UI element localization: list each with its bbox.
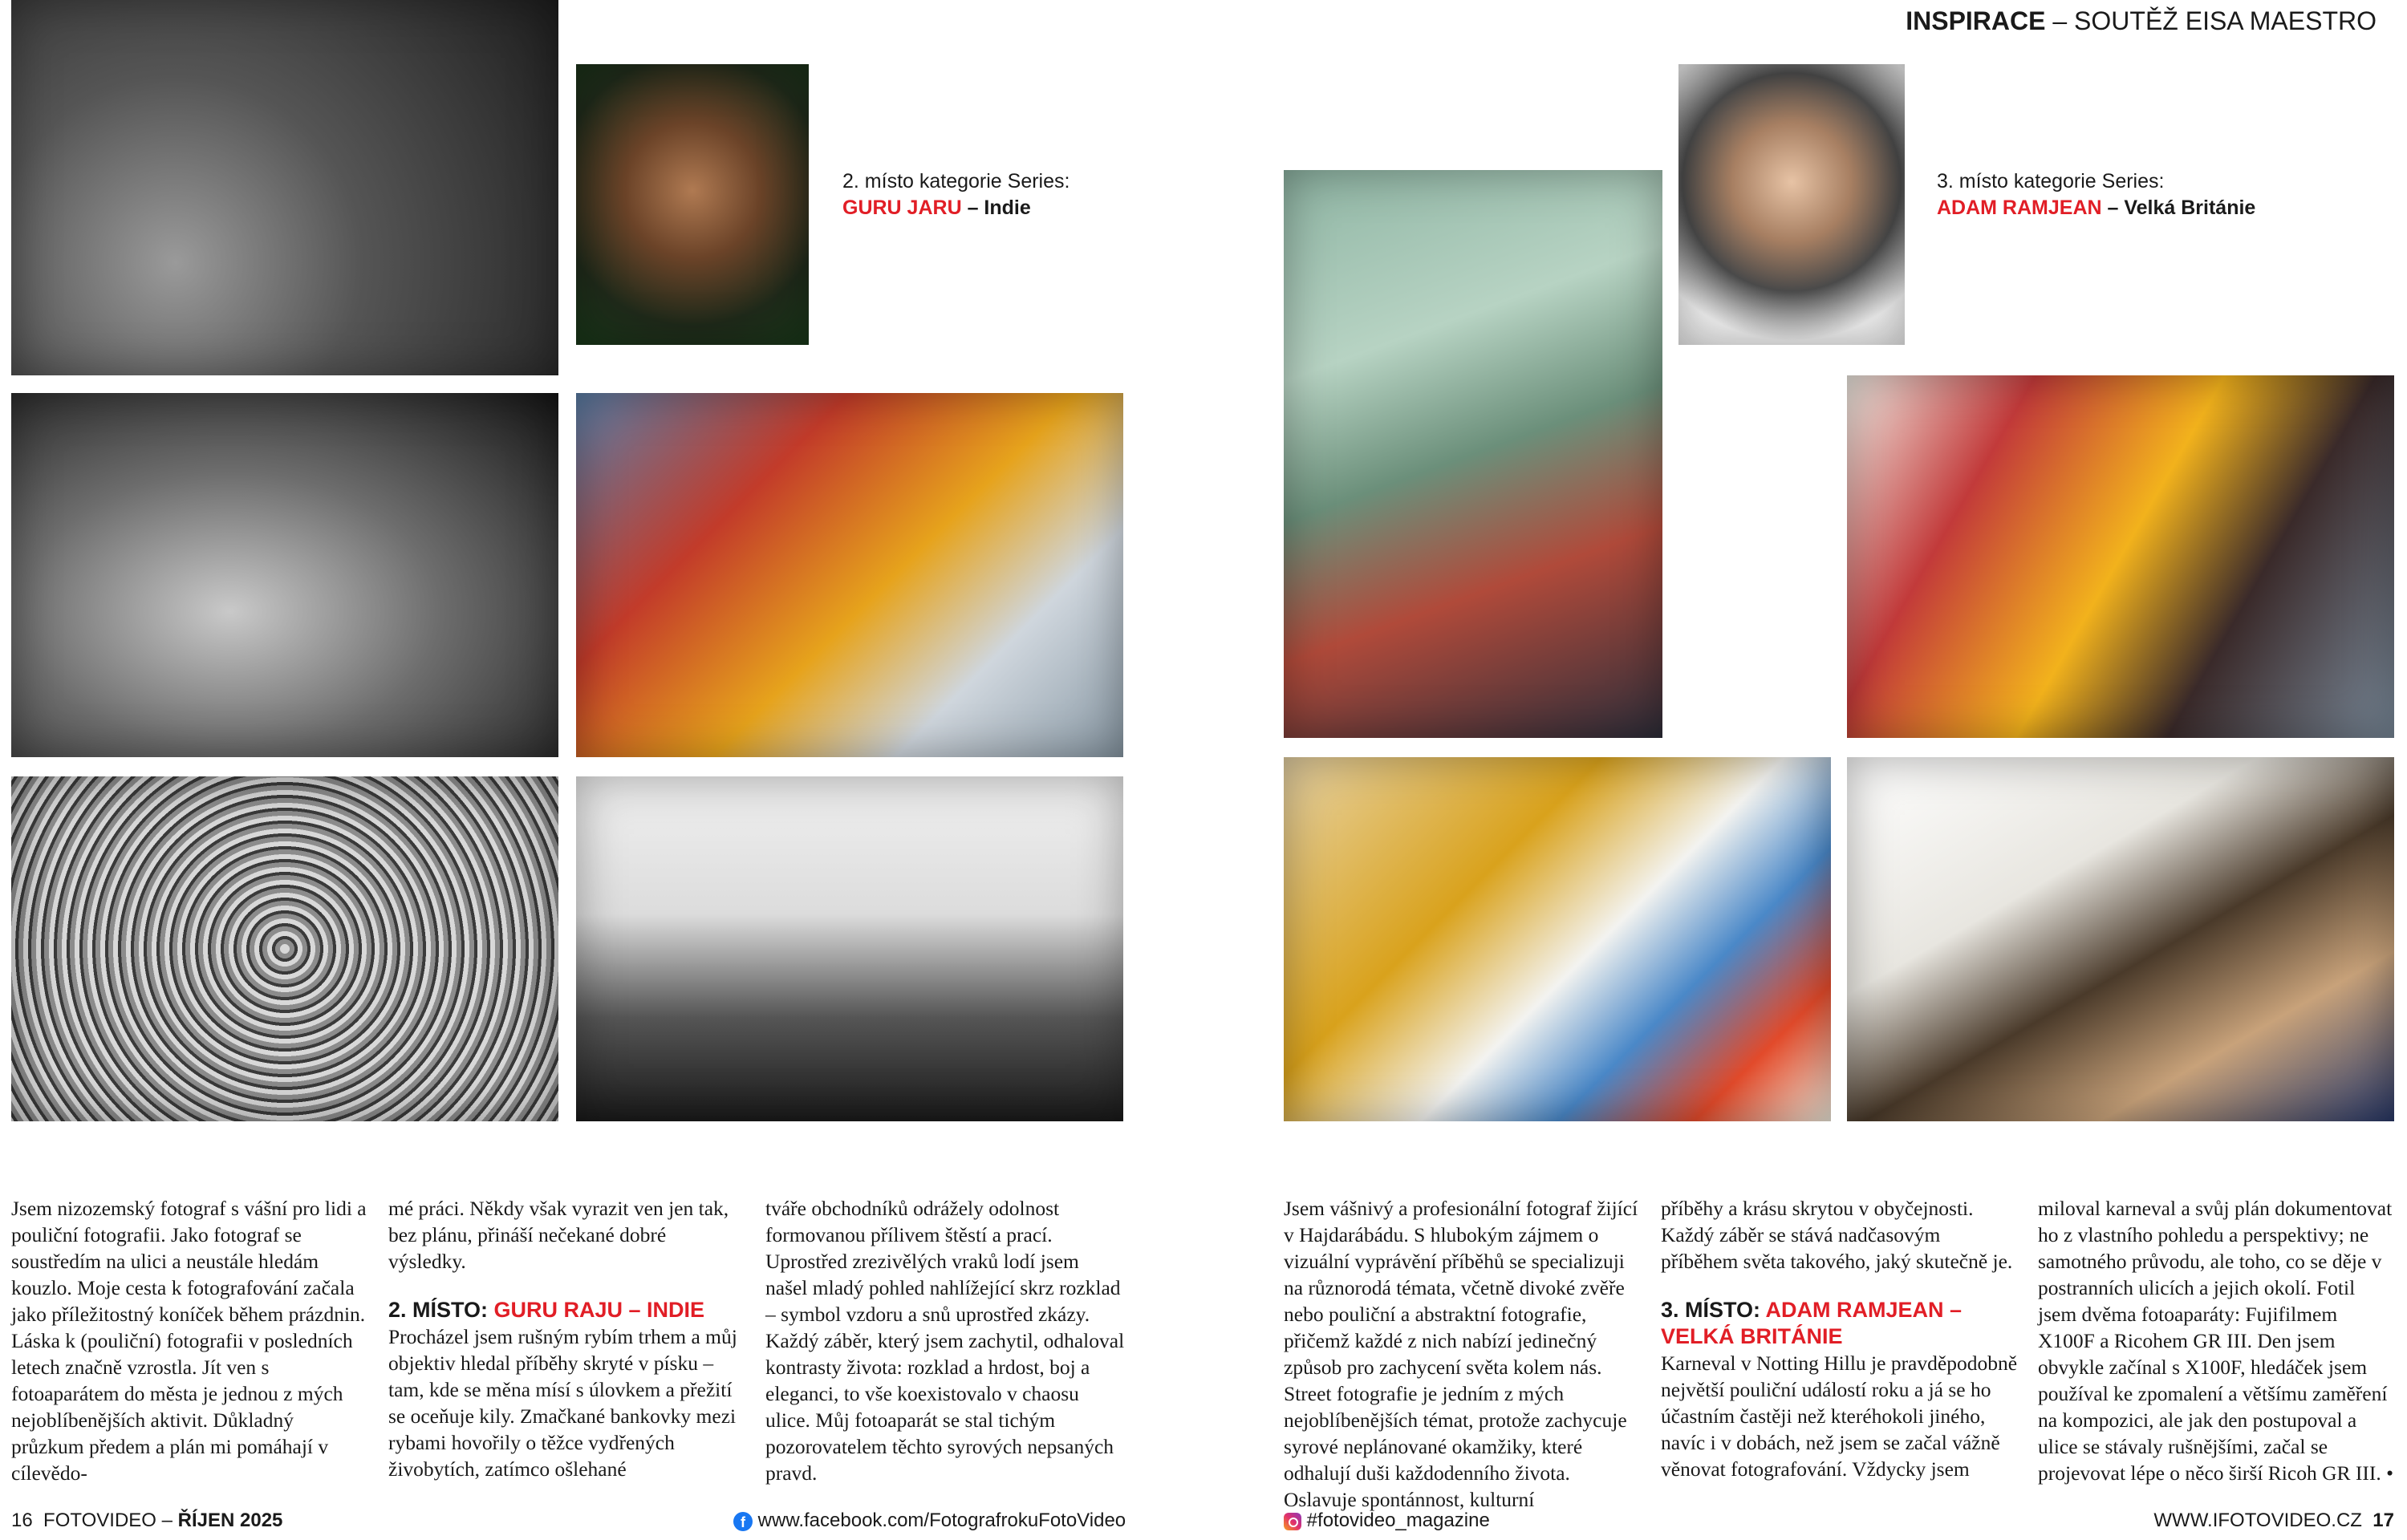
left-page-number: 16: [11, 1510, 33, 1531]
facebook-icon: f: [733, 1512, 753, 1531]
left-winner-name: GURU JARU: [842, 197, 962, 219]
website-link[interactable]: WWW.IFOTOVIDEO.CZ: [2153, 1510, 2362, 1531]
left-winner-country: – Indie: [961, 197, 1031, 219]
right-caption-rank: 3. místo kategorie Series:: [1937, 170, 2165, 192]
header-dash: –: [2045, 6, 2075, 35]
right-heading-prefix: 3. MÍSTO:: [1661, 1298, 1766, 1322]
left-footer: [11, 1510, 282, 1532]
left-heading-name: GURU RAJU – INDIE: [493, 1298, 705, 1322]
section-header: [1906, 6, 2377, 36]
section-label: INSPIRACE: [1906, 6, 2046, 35]
right-col3-text: miloval karneval a svůj plán dokumentovat ho z vlastního pohledu a perspektivy; ne samotného průvodu, ale toho, co se děje v postranních ulicích a jejich okolí. Fotil jsem dvěma fotoaparáty: Fujifilmem X100F a Ricohem GR III. Den jsem obvykle začínal s X100F, hledáček jsem používal ke zpomalení a většímu zaměření na kompozici, ale jak den postupoval a ulice se stávaly rušnějšími, začal se projevovat lépe o něco širší Ricoh GR III. •: [2038, 1197, 2394, 1485]
left-article-column-2: [388, 1195, 748, 1482]
instagram-icon: [1284, 1513, 1301, 1530]
guru-raju-portrait: [576, 64, 809, 345]
right-winner-caption: [1937, 168, 2386, 221]
left-caption-rank: 2. místo kategorie Series:: [842, 170, 1070, 192]
hand-on-dock-photo: [11, 0, 558, 375]
young-man-on-shipwreck-photo: [576, 776, 1123, 1121]
left-magazine-name: FOTOVIDEO –: [43, 1510, 178, 1531]
right-caption-winner: [1937, 195, 2386, 221]
carnival-crowd-photo: [1847, 375, 2394, 738]
left-col1-text: Jsem nizozemský fotograf s vášní pro lidi a pouliční fotografii. Jako fotograf se soustředím na ulici a neustále hledám kouzlo. Moje cesta k fotografování začala jako příležitostný koníček během prázdnin. Láska k (pouliční) fotografii v posledních letech značně vzrostla. Jít ven s fotoaparátem do města je jednou z mých nejoblíbenějších aktivit. Důkladný průzkum předem a plán mi pomáhají v cílevědo-: [11, 1197, 367, 1485]
right-winner-country: – Velká Británie: [2101, 197, 2256, 219]
left-caption-winner: [842, 195, 1107, 221]
left-col3-text: tváře obchodníků odrážely odolnost formovanou přílivem štěstí a prací. Uprostřed zrezivělých vraků lodí jsem našel mladý pohled nahlížející skrz rozklad – symbol vzdoru a snů uprostřed zkázy. Každý záběr, který jsem zachytil, odhaloval kontrasty života: rozklad a hrdost, boj a eleganci, to vše koexistovalo v chaosu ulice. Můj fotoaparát se stal tichým pozorovatelem těchto syrových nepsaných pravd.: [765, 1197, 1125, 1485]
boy-in-wreck-hole-photo: [11, 393, 558, 757]
right-col1-text: Jsem vášnivý a profesionální fotograf žijící v Hajdarábádu. S hlubokým zájmem o vizuální vyprávění příběhů se specializuji na různorodá témata, včetně divoké zvěře nebo pouliční a abstraktní fotografie, přičemž každé z nich nabízí jedinečný způsob pro zachycení světa kolem nás. Street fotografie je jedním z mých nejoblíbenějších témat, protože zachycuje syrové neplánované okamžiky, které odhalují duši každodenního života. Oslavuje spontánnost, kulturní: [1284, 1197, 1638, 1511]
right-article-column-2: [1661, 1195, 2020, 1482]
carnival-bridge-photo: [1284, 170, 1662, 738]
right-page-number: 17: [2372, 1510, 2394, 1531]
left-heading-prefix: 2. MÍSTO:: [388, 1298, 494, 1322]
left-article-column-3: [765, 1195, 1125, 1486]
left-issue-date: ŘÍJEN 2025: [177, 1510, 283, 1531]
facebook-link[interactable]: www.facebook.com/FotografrokuFotoVideo: [757, 1510, 1126, 1531]
right-article-column-1: [1284, 1195, 1643, 1513]
left-winner-heading: [388, 1297, 748, 1323]
facebook-footer[interactable]: [733, 1510, 1126, 1532]
speaker-stack-photo: [1284, 757, 1831, 1121]
left-col2-intro: mé práci. Někdy však vyrazit ven jen tak, bez plánu, přináší nečekané dobré výsledky.: [388, 1197, 729, 1273]
right-article-column-3: [2038, 1195, 2397, 1486]
right-winner-name: ADAM RAMJEAN: [1937, 197, 2102, 219]
right-heading-name: ADAM RAMJEAN – VELKÁ BRITÁNIE: [1661, 1298, 1963, 1348]
left-winner-caption: [842, 168, 1107, 221]
left-col2-body: Procházel jsem rušným rybím trhem a můj objektiv hledal příběhy skryté v písku – tam, kde se měna mísí s úlovkem a přežití se oceňuje kily. Zmačkané bankovky mezi rybami hovořily o těžce vydřených živobytích, zatímco ošlehané: [388, 1325, 737, 1481]
instagram-footer[interactable]: [1284, 1510, 1490, 1532]
section-title: SOUTĚŽ EISA MAESTRO: [2074, 6, 2377, 35]
woman-at-windows-photo: [1847, 757, 2394, 1121]
right-footer: [2153, 1510, 2394, 1532]
fish-and-banknotes-photo: [11, 776, 558, 1121]
instagram-tag[interactable]: #fotovideo_magazine: [1306, 1510, 1490, 1531]
right-col2-body: Karneval v Notting Hillu je pravděpodobně největší pouliční událostí roku a já se ho účastním častěji než kteréhokoli jiného, navíc i v dobách, než jsem se začal vážně věnovat fotografování. Vždycky jsem: [1661, 1352, 2018, 1481]
adam-ramjean-portrait: [1678, 64, 1905, 345]
left-article-column-1: [11, 1195, 371, 1486]
right-col2-intro: příběhy a krásu skrytou v obyčejnosti. Každý záběr se stává nadčasovým příběhem světa takového, jaký skutečně je.: [1661, 1197, 2013, 1273]
fish-market-photo: [576, 393, 1123, 757]
right-winner-heading: [1661, 1297, 2020, 1350]
